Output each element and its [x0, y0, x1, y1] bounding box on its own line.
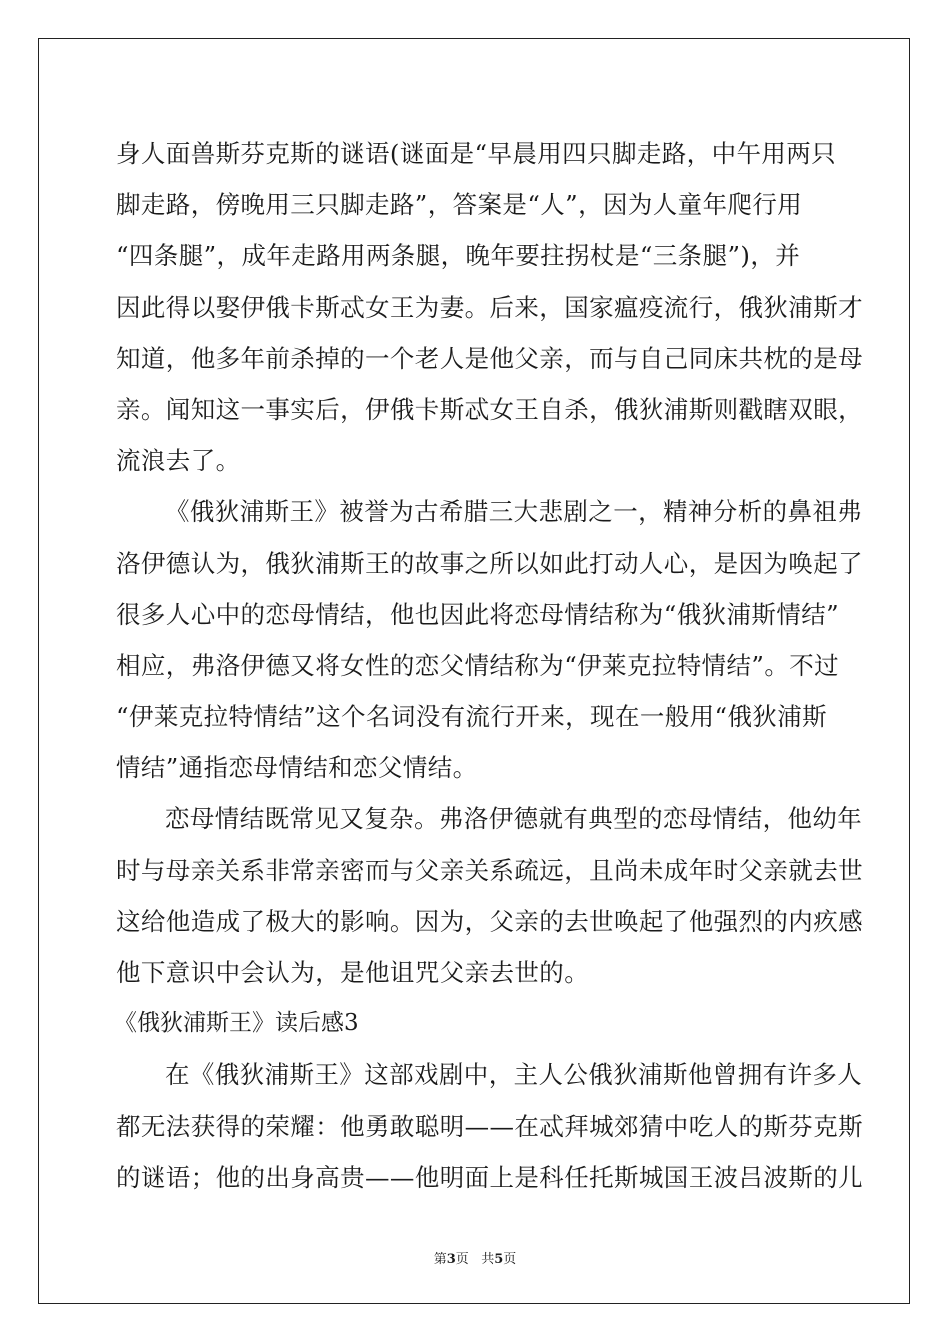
text-line: 脚走路，傍晚用三只脚走路”，答案是“人”，因为人童年爬行用	[116, 190, 803, 220]
page-current-number: 3	[446, 1252, 456, 1267]
text-line: “伊莱克拉特情结”这个名词没有流行开来，现在一般用“俄狄浦斯	[116, 702, 828, 732]
text-line: 恋母情结既常见又复杂。弗洛伊德就有典型的恋母情结，他幼年	[165, 804, 863, 834]
text-line: 在《俄狄浦斯王》这部戏剧中，主人公俄狄浦斯他曾拥有许多人	[165, 1060, 863, 1090]
page-mid: 页 共	[455, 1252, 495, 1267]
page-footer	[0, 1248, 950, 1267]
text-line: 洛伊德认为，俄狄浦斯王的故事之所以如此打动人心，是因为唤起了	[116, 548, 863, 578]
page-suffix: 页	[503, 1252, 517, 1267]
text-line: 流浪去了。	[116, 446, 241, 476]
text-line: 的谜语；他的出身高贵——他明面上是科任托斯城国王波吕波斯的儿	[116, 1162, 863, 1192]
text-line: 时与母亲关系非常亲密而与父亲关系疏远，且尚未成年时父亲就去世	[116, 855, 863, 885]
text-line: 这给他造成了极大的影响。因为，父亲的去世唤起了他强烈的内疚感	[116, 906, 863, 936]
text-line: 都无法获得的荣耀：他勇敢聪明——在忒拜城郊猜中吃人的斯芬克斯	[116, 1111, 863, 1141]
paragraph	[116, 486, 863, 793]
text-line: 很多人心中的恋母情结，他也因此将恋母情结称为“俄狄浦斯情结”	[116, 599, 840, 629]
paragraph	[116, 128, 863, 486]
text-line: 知道，他多年前杀掉的一个老人是他父亲，而与自己同床共枕的是母	[116, 343, 863, 373]
page-total-number: 5	[494, 1252, 504, 1267]
text-line: 身人面兽斯芬克斯的谜语(谜面是“早晨用四只脚走路，中午用两只	[116, 139, 837, 168]
text-line: 相应，弗洛伊德又将女性的恋父情结称为“伊莱克拉特情结”。不过	[116, 650, 840, 680]
paragraph	[116, 1049, 863, 1203]
page-prefix: 第	[433, 1252, 447, 1267]
paragraph	[116, 793, 863, 998]
section-heading: 《俄狄浦斯王》读后感3	[114, 1010, 359, 1037]
text-line: 《俄狄浦斯王》被誉为古希腊三大悲剧之一，精神分析的鼻祖弗	[165, 497, 863, 527]
text-line: 亲。闻知这一事实后，伊俄卡斯忒女王自杀，俄狄浦斯则戳瞎双眼，	[116, 394, 863, 424]
text-line: 因此得以娶伊俄卡斯忒女王为妻。后来，国家瘟疫流行，俄狄浦斯才	[116, 292, 863, 322]
document-body	[114, 128, 863, 1203]
text-line: 情结”通指恋母情结和恋父情结。	[116, 753, 478, 783]
text-line: 他下意识中会认为，是他诅咒父亲去世的。	[116, 958, 590, 987]
text-line: “四条腿”，成年走路用两条腿，晚年要拄拐杖是“三条腿”)，并	[116, 241, 801, 271]
